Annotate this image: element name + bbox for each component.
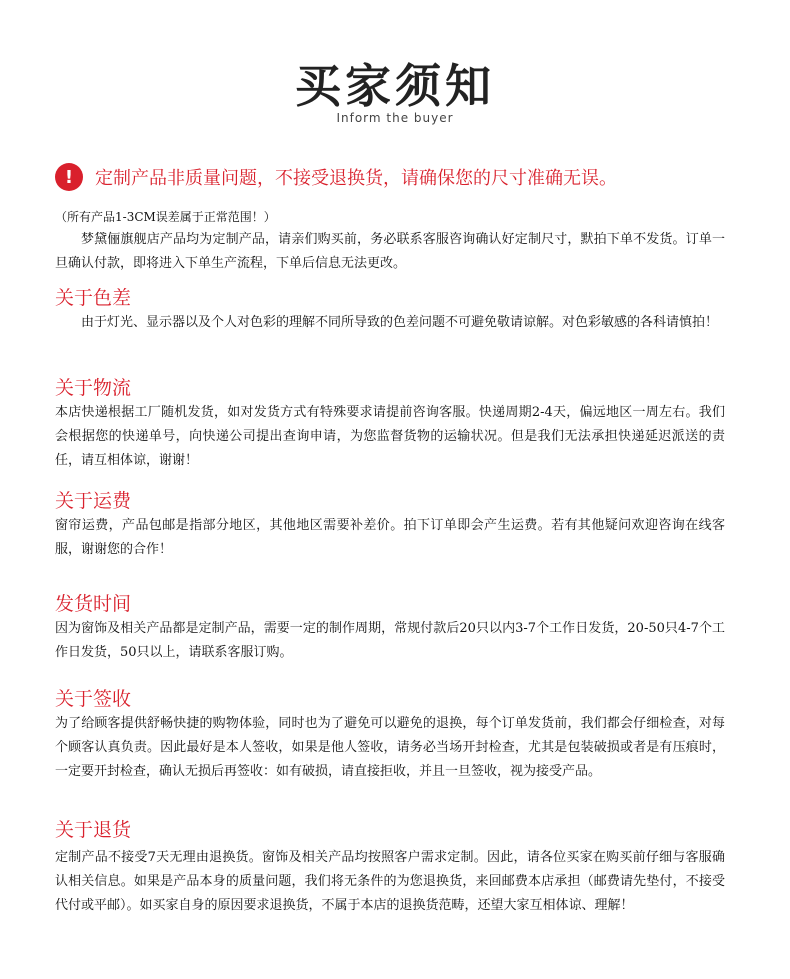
exclamation-icon: ! (55, 163, 83, 191)
section-title-delivery-time: 发货时间 (55, 593, 132, 615)
page-subtitle: Inform the buyer (336, 111, 454, 125)
section-title-receipt: 关于签收 (55, 688, 132, 710)
warning-text: 定制产品非质量问题，不接受退换货，请确保您的尺寸准确无误。 (95, 168, 617, 189)
section-title-shipping-fee: 关于运费 (55, 490, 132, 512)
section-body-logistics: 本店快递根据工厂随机发货，如对发货方式有特殊要求请提前咨询客服。快递周期2-4天，偏远地区一周左右。我们会根据您的快递单号，向快递公司提出查询申请，为您监督货物的运输状况。但是我们无法承担快递延迟派送的责任，请互相体谅，谢谢！ (55, 405, 725, 468)
intro-paragraph: 梦黛俪旗舰店产品均为定制产品，请亲们购买前，务必联系客服咨询确认好定制尺寸，默拍下单不发货。订单一旦确认付款，即将进入下单生产流程，下单后信息无法更改。 (55, 232, 725, 271)
page-title: 买家须知 (295, 59, 495, 113)
section-body-receipt: 为了给顾客提供舒畅快捷的购物体验，同时也为了避免可以避免的退换，每个订单发货前，我们都会仔细检查，对每个顾客认真负责。因此最好是本人签收，如果是他人签收，请务必当场开封检查，尤其是包装破损或者是有压痕时，一定要开封检查，确认无损后再签收：如有破损，请直接拒收，并且一旦签收，视为接受产品。 (55, 716, 725, 779)
warning-banner (55, 163, 617, 191)
section-body-shipping-fee: 窗帘运费，产品包邮是指部分地区，其他地区需要补差价。拍下订单即会产生运费。若有其他疑问欢迎咨询在线客服，谢谢您的合作！ (55, 518, 725, 557)
tolerance-note: （所有产品1-3CM误差属于正常范围！） (55, 210, 276, 224)
section-title-color: 关于色差 (55, 287, 132, 309)
section-title-logistics: 关于物流 (55, 377, 132, 399)
section-body-color: 由于灯光、显示器以及个人对色彩的理解不同所导致的色差问题不可避免敬请谅解。对色彩敏感的各科请慎拍！ (81, 315, 719, 330)
section-title-returns: 关于退货 (55, 819, 132, 841)
section-body-delivery-time: 因为窗饰及相关产品都是定制产品，需要一定的制作周期，常规付款后20只以内3-7个工作日发货，20-50只4-7个工作日发货，50只以上，请联系客服订购。 (55, 621, 725, 660)
section-body-returns: 定制产品不接受7天无理由退换货。窗饰及相关产品均按照客户需求定制。因此，请各位买家在购买前仔细与客服确认相关信息。如果是产品本身的质量问题，我们将无条件的为您退换货，来回邮费本店承担（邮费请先垫付，不接受代付或平邮）。如买家自身的原因要求退换货，不属于本店的退换货范畴，还望大家互相体谅、理解！ (55, 850, 725, 913)
